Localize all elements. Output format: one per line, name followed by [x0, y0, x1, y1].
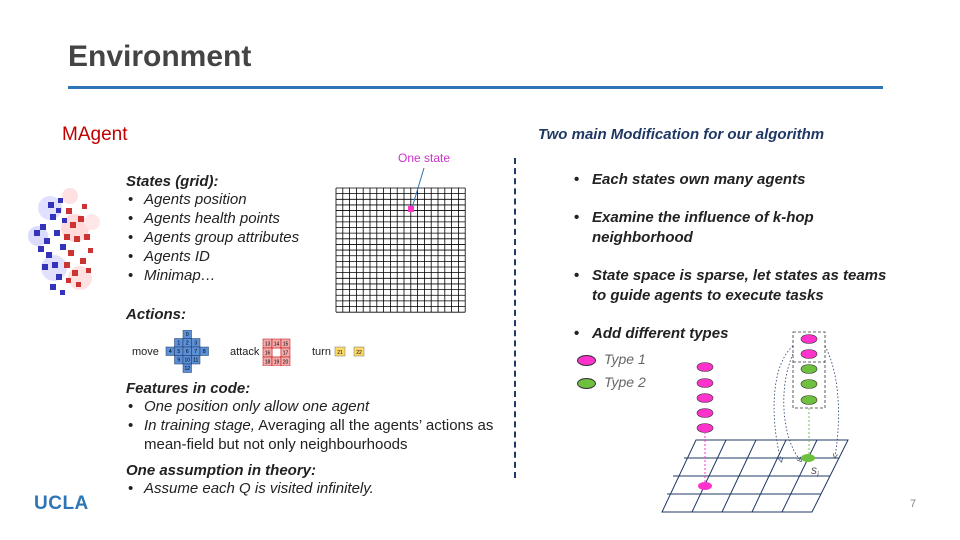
modification-item: • Each states own many agents: [572, 170, 902, 190]
state-si-base: s: [811, 463, 817, 477]
turn-cell-1: 22: [356, 350, 362, 356]
attack-cell-label: 17: [282, 350, 289, 357]
features-item-2-b: Averaging all the agents’ actions as mean-field but not only neighbourhoods: [144, 417, 494, 453]
page-title: Environment: [68, 40, 252, 73]
attack-cell-label: 13: [264, 341, 271, 348]
move-cell-label: 0: [185, 331, 189, 338]
title-underline: [68, 86, 883, 89]
attack-center-cell: [272, 348, 281, 357]
type1-label: Type 1: [604, 351, 646, 367]
state-si-label: [811, 463, 819, 479]
states-block: [126, 173, 299, 285]
magent-heading: MAgent: [62, 124, 128, 145]
states-item: • Agents ID: [126, 247, 299, 266]
move-cell-label: 7: [194, 348, 198, 355]
move-action-grid: [164, 330, 212, 374]
features-item: • One position only allow one agent: [126, 397, 526, 416]
move-cell-label: 12: [184, 365, 191, 372]
move-cell-label: 5: [177, 348, 181, 355]
move-cell-label: 4: [168, 348, 172, 355]
column-divider: [514, 158, 516, 478]
move-cell-label: 1: [177, 340, 181, 347]
perspective-grid-diagram: [650, 328, 860, 518]
features-heading: Features in code:: [126, 380, 251, 397]
type1-legend-marker: [577, 355, 596, 366]
move-cell-label: 11: [193, 357, 199, 364]
turn-action-cells: [334, 346, 368, 358]
modification-item: • State space is sparse, let states as teams to guide agents to execute tasks: [572, 266, 902, 306]
features-item-2: [126, 416, 526, 454]
features-item-2-a: In training stage,: [144, 417, 255, 434]
move-cell-label: 9: [177, 357, 181, 364]
state-grid: [334, 164, 468, 316]
move-cell-label: 10: [184, 357, 191, 364]
turn-cell-0: 21: [337, 350, 343, 356]
page-number: 7: [910, 498, 917, 510]
attack-cell-label: 15: [282, 341, 289, 348]
highlighted-state: [408, 206, 414, 212]
features-block: [126, 380, 526, 454]
modification-item: • Add different types: [572, 324, 902, 344]
move-label: move: [132, 346, 159, 358]
state-si-subscript: i: [817, 470, 819, 479]
attack-action-grid: [262, 338, 294, 366]
states-item: • Agents position: [126, 190, 299, 209]
attack-cell-label: 14: [273, 341, 280, 348]
ucla-logo: UCLA: [34, 493, 89, 514]
move-cell-label: 8: [202, 348, 206, 355]
attack-cell-label: 18: [264, 359, 271, 366]
type2-legend-marker: [577, 378, 596, 389]
move-cell-label: 6: [185, 348, 189, 355]
attack-label: attack: [230, 346, 260, 358]
type2-label: Type 2: [604, 374, 646, 390]
actions-heading: Actions:: [126, 306, 186, 323]
states-item: • Agents group attributes: [126, 228, 299, 247]
move-cell-label: 2: [185, 340, 189, 347]
magent-battle-image: [20, 178, 100, 318]
assumption-block: [126, 462, 374, 498]
states-heading: States (grid):: [126, 173, 219, 190]
one-state-callout: One state: [398, 151, 451, 165]
modification-item: • Examine the influence of k-hop neighborhood: [572, 208, 902, 248]
attack-cell-label: 19: [273, 359, 280, 366]
states-item: • Minimap…: [126, 266, 299, 285]
assumption-item: • Assume each Q is visited infinitely.: [126, 479, 374, 498]
attack-cell-label: 16: [264, 350, 271, 357]
states-item: • Agents health points: [126, 209, 299, 228]
modifications-heading: Two main Modification for our algorithm: [538, 126, 825, 143]
move-cell-label: 3: [194, 340, 198, 347]
assumption-heading: One assumption in theory:: [126, 462, 317, 479]
attack-cell-label: 20: [282, 359, 289, 366]
turn-label: turn: [312, 346, 331, 358]
